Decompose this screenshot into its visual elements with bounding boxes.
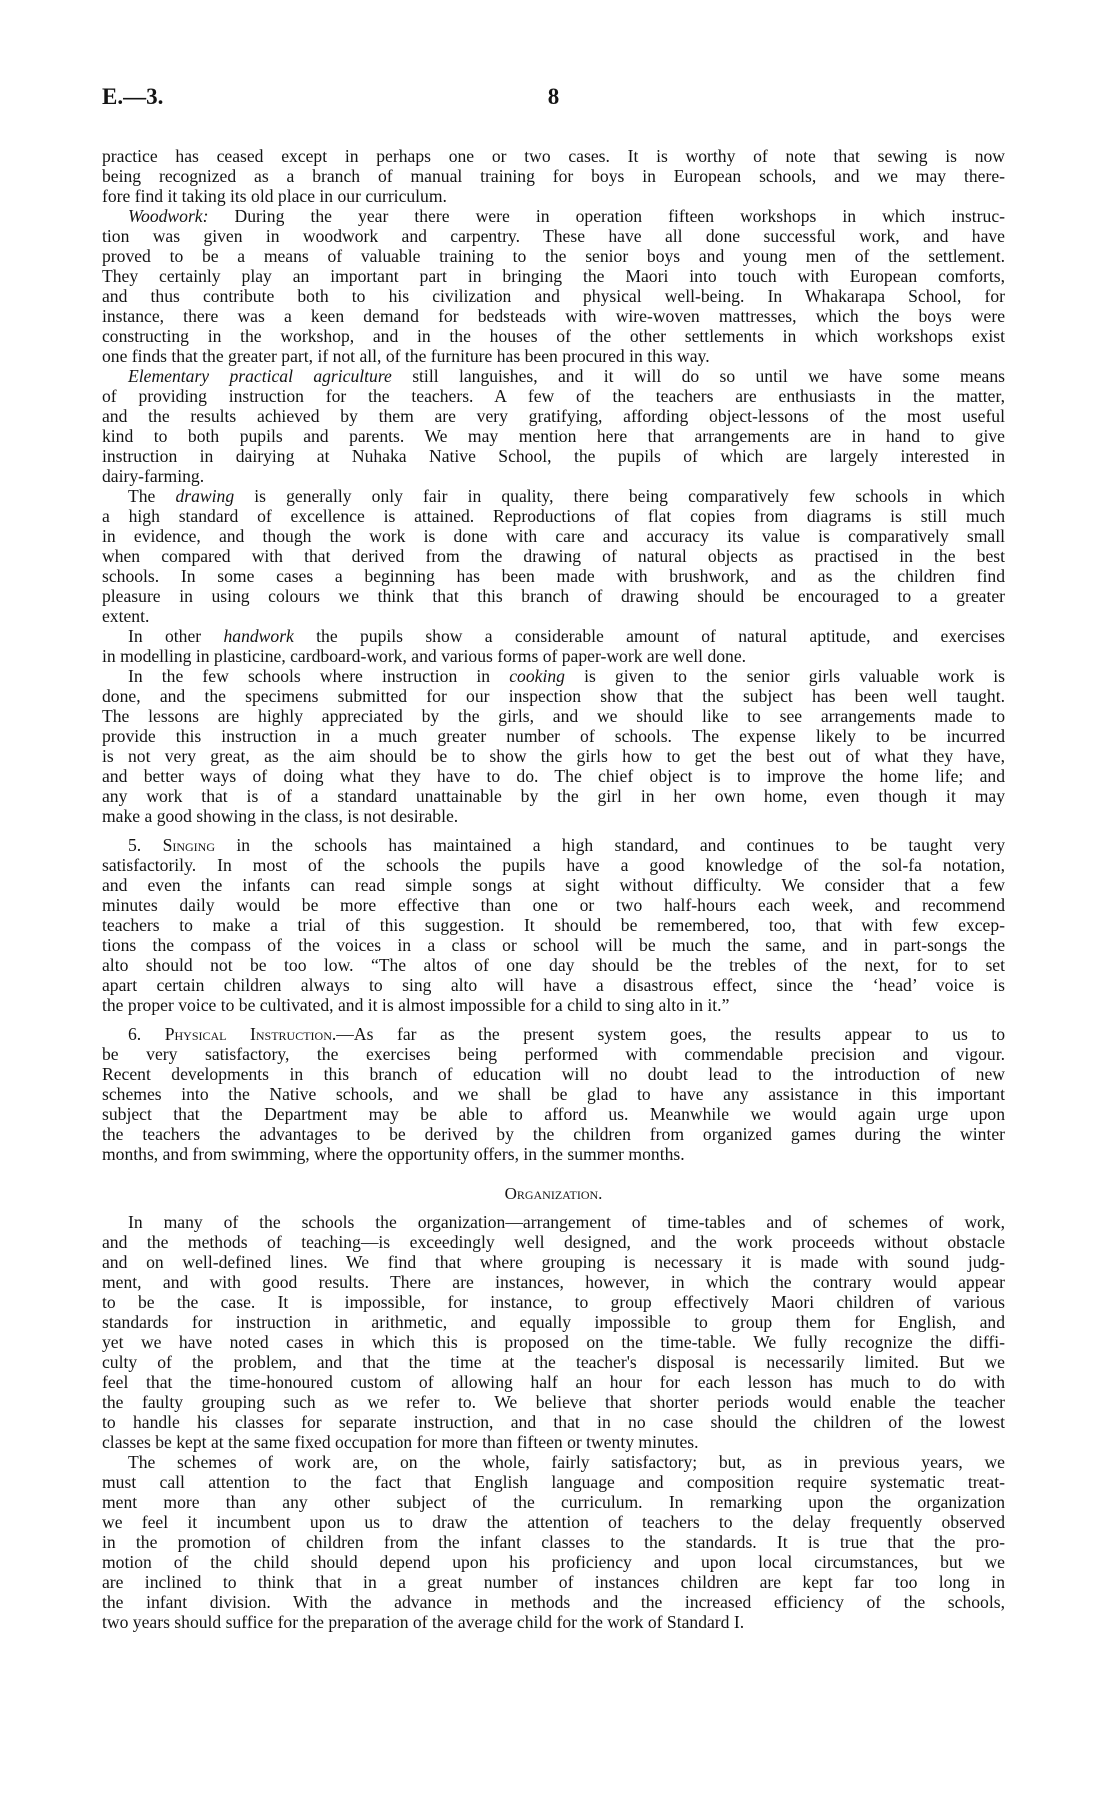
text-line: schemes into the Native schools, and we shall be glad to have any assistance in this important bbox=[102, 1084, 1005, 1104]
line-text: 6. bbox=[128, 1024, 165, 1044]
line-text: The bbox=[128, 486, 176, 506]
text-line: subject that the Department may be able to afford us. Meanwhile we would again urge upon bbox=[102, 1104, 1005, 1124]
text-line: to handle his classes for separate instruction, and that in no case should the children of the lowest bbox=[102, 1412, 1005, 1432]
text-line bbox=[102, 666, 1005, 686]
text-line: the proper voice to be cultivated, and it is almost impossible for a child to sing alto in it.” bbox=[102, 995, 730, 1015]
text-line: must call attention to the fact that English language and composition require systematic treat- bbox=[102, 1472, 1005, 1492]
text-line: in modelling in plasticine, cardboard-work, and various forms of paper-work are well done. bbox=[102, 646, 747, 666]
text-line bbox=[102, 626, 1005, 646]
text-line: alto should not be too low. “The altos of one day should be the trebles of the next, for to set bbox=[102, 955, 1005, 975]
line-text: still languishes, and it will do so until we have some means bbox=[391, 366, 1005, 386]
text-line: schools. In some cases a beginning has been made with brushwork, and as the children find bbox=[102, 566, 1005, 586]
text-line: instruction in dairying at Nuhaka Native School, the pupils of which are largely interested in bbox=[102, 446, 1005, 466]
document-code: E.—3. bbox=[102, 84, 164, 109]
line-text: —As far as the present system goes, the results appear to us to bbox=[336, 1024, 1005, 1044]
text-line: be very satisfactory, the exercises being performed with commendable precision and vigour. bbox=[102, 1044, 1005, 1064]
italic-term: handwork bbox=[223, 626, 294, 646]
text-line bbox=[102, 206, 1005, 226]
text-line: in the promotion of children from the infant classes to the standards. It is true that the pro- bbox=[102, 1532, 1005, 1552]
text-line: The schemes of work are, on the whole, fairly satisfactory; but, as in previous years, we bbox=[128, 1452, 1005, 1472]
text-line: in evidence, and though the work is done with care and accuracy its value is comparatively small bbox=[102, 526, 1005, 546]
text-line: two years should suffice for the preparation of the average child for the work of Standard I. bbox=[102, 1612, 745, 1632]
text-line: when compared with that derived from the drawing of natural objects as practised in the best bbox=[102, 546, 1005, 566]
text-line: provide this instruction in a much greater number of schools. The expense likely to be incurred bbox=[102, 726, 1005, 746]
text-line: of providing instruction for the teachers. A few of the teachers are enthusiasts in the matter, bbox=[102, 386, 1005, 406]
text-line: tion was given in woodwork and carpentry. These have all done successful work, and have bbox=[102, 226, 1005, 246]
text-line: the faulty grouping such as we refer to. We believe that shorter periods would enable the teacher bbox=[102, 1392, 1005, 1412]
text-line: we feel it incumbent upon us to draw the attention of teachers to the delay frequently observed bbox=[102, 1512, 1005, 1532]
text-line bbox=[102, 835, 1005, 855]
paragraph bbox=[102, 1452, 1005, 1632]
text-line: extent. bbox=[102, 606, 150, 626]
page-number: 8 bbox=[547, 84, 560, 109]
italic-term: cooking bbox=[509, 666, 565, 686]
section-title: Singing bbox=[162, 835, 216, 855]
text-line: satisfactorily. In most of the schools the pupils have a good knowledge of the sol-fa notation, bbox=[102, 855, 1005, 875]
text-line: to be the case. It is impossible, for instance, to group effectively Maori children of various bbox=[102, 1292, 1005, 1312]
line-text: the pupils show a considerable amount of natural aptitude, and exercises bbox=[293, 626, 1005, 646]
paragraph bbox=[102, 666, 1005, 826]
text-line bbox=[102, 1024, 1005, 1044]
paragraph bbox=[102, 1024, 1005, 1164]
line-text: is generally only fair in quality, there being comparatively few schools in which bbox=[234, 486, 1005, 506]
text-line: constructing in the workshop, and in the houses of the other settlements in which workshops exist bbox=[102, 326, 1005, 346]
text-line bbox=[102, 366, 1005, 386]
paragraph bbox=[102, 206, 1005, 366]
line-text: is given to the senior girls valuable work is bbox=[564, 666, 1005, 686]
paragraph bbox=[102, 366, 1005, 486]
text-line: The lessons are highly appreciated by the girls, and we should like to see arrangements made to bbox=[102, 706, 1005, 726]
section-title: Physical Instruction. bbox=[164, 1024, 337, 1044]
line-text: During the year there were in operation fifteen workshops in which instruc- bbox=[208, 206, 1005, 226]
text-line: make a good showing in the class, is not desirable. bbox=[102, 806, 459, 826]
text-line: ment more than any other subject of the curriculum. In remarking upon the organization bbox=[102, 1492, 1005, 1512]
italic-term: Woodwork: bbox=[128, 206, 209, 226]
text-line: and the results achieved by them are very gratifying, affording object-lessons of the most useful bbox=[102, 406, 1005, 426]
text-line: tions the compass of the voices in a class or school will be much the same, and in part-songs the bbox=[102, 935, 1005, 955]
line-text: 5. bbox=[128, 835, 163, 855]
text-line: is not very great, as the aim should be to show the girls how to get the best out of what they have, bbox=[102, 746, 1005, 766]
page-header bbox=[102, 84, 1005, 114]
text-line: and on well-defined lines. We find that where grouping is necessary it is made with sound judg- bbox=[102, 1252, 1005, 1272]
text-line: and better ways of doing what they have to do. The chief object is to improve the home life; and bbox=[102, 766, 1005, 786]
paragraph bbox=[102, 1212, 1005, 1452]
text-line: instance, there was a keen demand for bedsteads with wire-woven mattresses, which the boys were bbox=[102, 306, 1005, 326]
text-line: any work that is of a standard unattainable by the girl in her own home, even though it may bbox=[102, 786, 1005, 806]
text-line bbox=[102, 486, 1005, 506]
text-line: They certainly play an important part in bringing the Maori into touch with European comforts, bbox=[102, 266, 1005, 286]
italic-term: drawing bbox=[175, 486, 235, 506]
text-line: apart certain children always to sing alto will have a disastrous effect, since the ‘head’ voice is bbox=[102, 975, 1005, 995]
text-line: culty of the problem, and that the time at the teacher's disposal is necessarily limited. But we bbox=[102, 1352, 1005, 1372]
text-line: practice has ceased except in perhaps one or two cases. It is worthy of note that sewing is now bbox=[102, 146, 1005, 166]
text-line: and thus contribute both to his civilization and physical well-being. In Whakarapa School, for bbox=[102, 286, 1005, 306]
text-line: pleasure in using colours we think that this branch of drawing should be encouraged to a greater bbox=[102, 586, 1005, 606]
italic-term: Elementary practical agriculture bbox=[128, 366, 392, 386]
text-line: In many of the schools the organization—arrangement of time-tables and of schemes of work, bbox=[128, 1212, 1005, 1232]
text-line: classes be kept at the same fixed occupation for more than fifteen or twenty minutes. bbox=[102, 1432, 699, 1452]
text-line: kind to both pupils and parents. We may mention here that arrangements are in hand to give bbox=[102, 426, 1005, 446]
paragraph bbox=[102, 146, 1005, 206]
text-line: the infant division. With the advance in methods and the increased efficiency of the schools, bbox=[102, 1592, 1005, 1612]
text-line: months, and from swimming, where the opportunity offers, in the summer months. bbox=[102, 1144, 685, 1164]
text-line: teachers to make a trial of this suggestion. It should be remembered, too, that with few excep- bbox=[102, 915, 1005, 935]
section-heading: Organization. bbox=[504, 1184, 603, 1203]
text-line: one finds that the greater part, if not all, of the furniture has been procured in this way. bbox=[102, 346, 710, 366]
text-line: and even the infants can read simple songs at sight without difficulty. We consider that a few bbox=[102, 875, 1005, 895]
text-line: yet we have noted cases in which this is proposed on the time-table. We fully recognize the diffi- bbox=[102, 1332, 1005, 1352]
text-line: minutes daily would be more effective than one or two half-hours each week, and recommend bbox=[102, 895, 1005, 915]
text-line: standards for instruction in arithmetic, and equally impossible to group them for English, and bbox=[102, 1312, 1005, 1332]
document-body bbox=[102, 146, 1005, 1632]
paragraph bbox=[102, 835, 1005, 1015]
text-line: a high standard of excellence is attained. Reproductions of flat copies from diagrams is still much bbox=[102, 506, 1005, 526]
text-line: being recognized as a branch of manual training for boys in European schools, and we may there- bbox=[102, 166, 1005, 186]
text-line: and the methods of teaching—is exceedingly well designed, and the work proceeds without obstacle bbox=[102, 1232, 1005, 1252]
text-line: feel that the time-honoured custom of allowing half an hour for each lesson has much to do with bbox=[102, 1372, 1005, 1392]
line-text: In other bbox=[128, 626, 224, 646]
text-line: are inclined to think that in a great number of instances children are kept far too long in bbox=[102, 1572, 1005, 1592]
line-text: in the schools has maintained a high standard, and continues to be taught very bbox=[215, 835, 1006, 855]
text-line: Recent developments in this branch of education will no doubt lead to the introduction of new bbox=[102, 1064, 1005, 1084]
text-line: fore find it taking its old place in our curriculum. bbox=[102, 186, 447, 206]
paragraph bbox=[102, 626, 1005, 666]
text-line: proved to be a means of valuable training to the senior boys and young men of the settlement. bbox=[102, 246, 1005, 266]
line-text: In the few schools where instruction in bbox=[128, 666, 510, 686]
text-line: the teachers the advantages to be derived by the children from organized games during the winter bbox=[102, 1124, 1005, 1144]
paragraph bbox=[102, 486, 1005, 626]
text-line: done, and the specimens submitted for our inspection show that the subject has been well taught. bbox=[102, 686, 1005, 706]
text-line: dairy-farming. bbox=[102, 466, 205, 486]
text-line: motion of the child should depend upon his proficiency and upon local circumstances, but we bbox=[102, 1552, 1005, 1572]
text-line: ment, and with good results. There are instances, however, in which the contrary would appear bbox=[102, 1272, 1005, 1292]
